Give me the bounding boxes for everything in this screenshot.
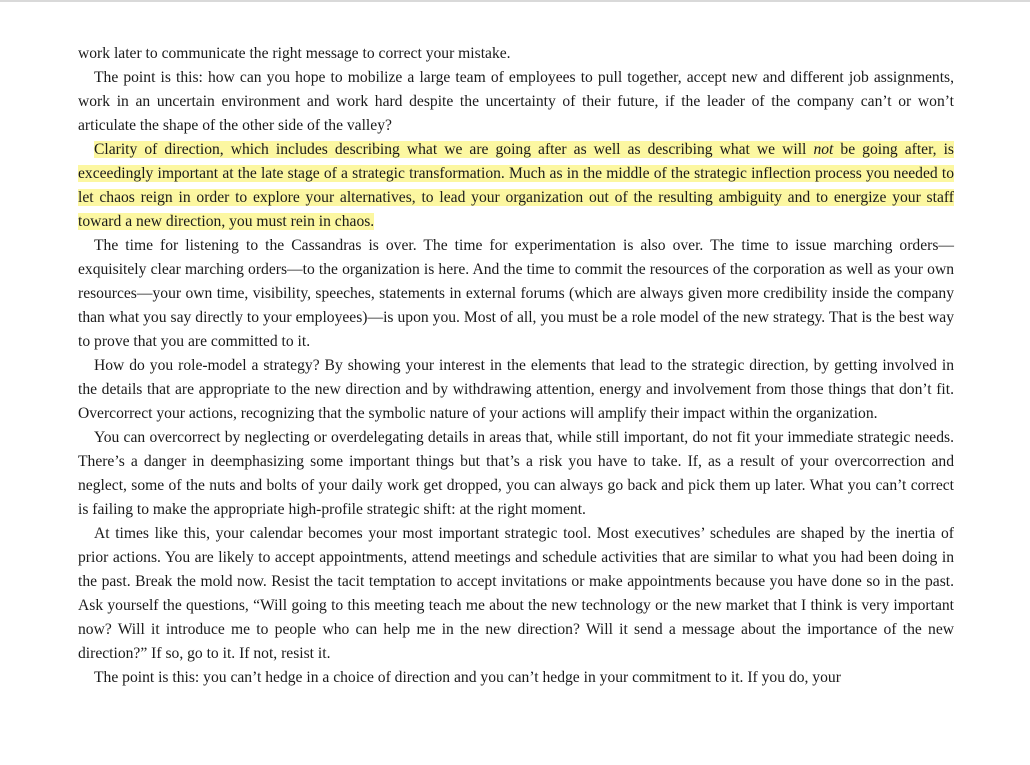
paragraph-hedge[interactable]: The point is this: you can’t hedge in a choice of direction and you can’t hedge in your commitment to it. If you do, your [94, 669, 841, 686]
highlight-span[interactable] [78, 141, 954, 230]
paragraph-overcorrect[interactable]: You can overcorrect by neglecting or overdelegating details in areas that, while still important, do not fit your immediate strategic needs. There’s a danger in deemphasizing some important things but that’s a risk you have to take. If, as a result of your overcorrection and neglect, some of the nuts and bolts of your daily work get dropped, you can always go back and pick them up later. What you can’t correct is failing to make the appropriate high-profile strategic shift: at the right moment. [78, 429, 954, 518]
book-page[interactable] [78, 42, 954, 690]
highlight-emphasis: not [813, 141, 834, 158]
paragraph-continuation[interactable]: work later to communicate the right message to correct your mistake. [78, 45, 511, 62]
paragraph-calendar[interactable]: At times like this, your calendar becomes your most important strategic tool. Most executives’ schedules are shaped by the inertia of prior actions. You are likely to accept appointments, attend meetings and schedule activities that are similar to what you had been doing in the past. Break the mold now. Resist the tacit temptation to accept invitations or make appointments because you have done so in the past. Ask yourself the questions, “Will going to this meeting teach me about the new technology or the new market that I think is very important now? Will it introduce me to people who can help me in the new direction? Will it send a message about the importance of the new direction?” If so, go to it. If not, resist it. [78, 525, 954, 662]
top-divider [0, 0, 1030, 2]
highlight-text-after: be going after, is exceedingly important at the late stage of a strategic transformation. Much as in the middle of the strategic inflection process you needed to let chaos reign in order to explore your alternatives, to lead your organization out of the resulting ambiguity and to energize your staff toward a new direction, you must rein in chaos. [78, 141, 954, 230]
paragraph-cassandras[interactable]: The time for listening to the Cassandras is over. The time for experimentation is also over. The time to issue marching orders—exquisitely clear marching orders—to the organization is here. And the time to commit the resources of the corporation as well as your own resources—your own time, visibility, speeches, statements in external forums (which are always given more credibility inside the company than what you say directly to your employees)—is upon you. Most of all, you must be a role model of the new strategy. That is the best way to prove that you are committed to it. [78, 237, 954, 350]
paragraph-role-model[interactable]: How do you role-model a strategy? By showing your interest in the elements that lead to the strategic direction, by getting involved in the details that are appropriate to the new direction and by withdrawing attention, energy and involvement from those things that don’t fit. Overcorrect your actions, recognizing that the symbolic nature of your actions will amplify their impact within the organization. [78, 357, 954, 422]
paragraph-point-is-this[interactable]: The point is this: how can you hope to mobilize a large team of employees to pull together, accept new and different job assignments, work in an uncertain environment and work hard despite the uncertainty of their future, if the leader of the company can’t or won’t articulate the shape of the other side of the valley? [78, 69, 954, 134]
highlight-text-before: Clarity of direction, which includes describing what we are going after as well as describing what we will [94, 141, 814, 158]
paragraph-highlighted-clarity[interactable] [78, 138, 954, 234]
